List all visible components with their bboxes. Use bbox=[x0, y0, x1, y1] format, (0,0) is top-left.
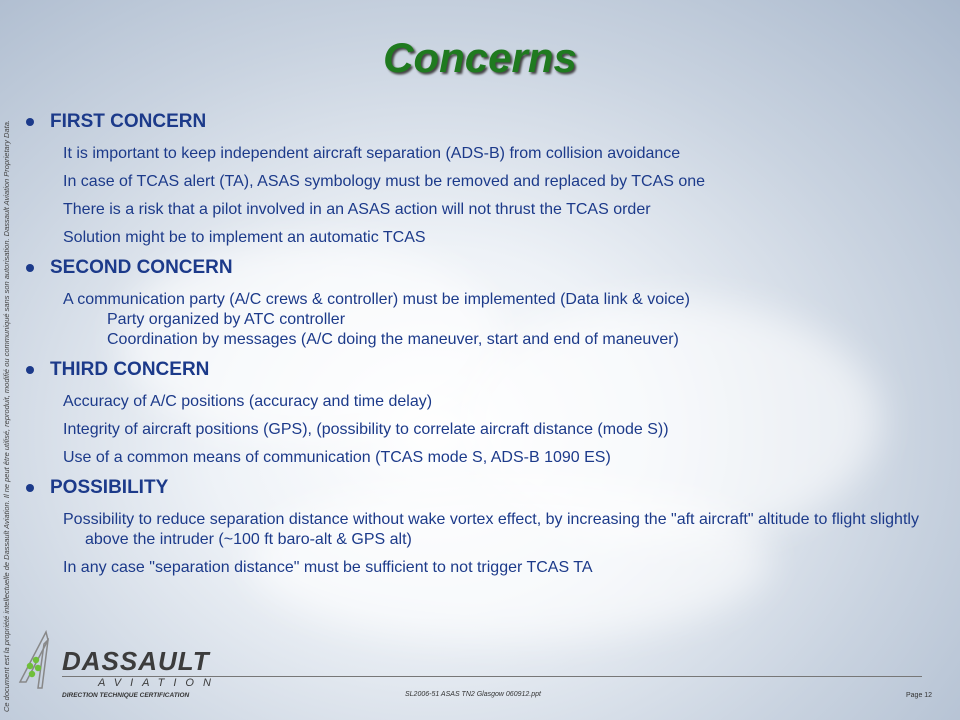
section-heading-text: POSSIBILITY bbox=[50, 477, 169, 498]
concern-section bbox=[26, 108, 946, 248]
footer-divider bbox=[62, 676, 922, 677]
concern-item bbox=[63, 420, 946, 440]
concern-item bbox=[63, 558, 946, 578]
concern-item bbox=[63, 200, 946, 220]
bullet-icon bbox=[26, 118, 34, 126]
concern-section bbox=[26, 356, 946, 468]
concern-item bbox=[63, 510, 946, 550]
section-heading bbox=[26, 108, 946, 136]
concern-subitem: Party organized by ATC controller bbox=[107, 311, 346, 328]
concern-item-text: Possibility to reduce separation distance without wake vortex effect, by increasing the "aft aircraft" altitude to flight slightly above the intruder (~100 ft baro-alt & GPS alt) bbox=[63, 511, 919, 548]
brand-subtitle: AVIATION bbox=[98, 677, 220, 689]
concern-item bbox=[63, 448, 946, 468]
concern-item-text: In any case "separation distance" must be sufficient to not trigger TCAS TA bbox=[63, 559, 593, 576]
page-number: Page 12 bbox=[906, 692, 933, 699]
bullet-icon bbox=[26, 264, 34, 272]
concern-item-text: There is a risk that a pilot involved in an ASAS action will not thrust the TCAS order bbox=[63, 201, 651, 218]
section-heading bbox=[26, 356, 946, 384]
section-heading-text: THIRD CONCERN bbox=[50, 359, 210, 380]
brand-name: DASSAULT bbox=[62, 646, 210, 676]
concern-item-text: Accuracy of A/C positions (accuracy and time delay) bbox=[63, 393, 433, 410]
section-heading-text: FIRST CONCERN bbox=[50, 111, 207, 132]
section-heading bbox=[26, 474, 946, 502]
concern-section bbox=[26, 474, 946, 578]
concern-item bbox=[63, 392, 946, 412]
file-name: SL2006-51 ASAS TN2 Glasgow 060912.ppt bbox=[405, 691, 541, 698]
concern-item-text: Solution might be to implement an automatic TCAS bbox=[63, 229, 426, 246]
section-heading-text: SECOND CONCERN bbox=[50, 257, 233, 278]
department-label: DIRECTION TECHNIQUE CERTIFICATION bbox=[62, 692, 190, 699]
section-heading bbox=[26, 254, 946, 282]
concern-item bbox=[63, 172, 946, 192]
concern-item-text: In case of TCAS alert (TA), ASAS symbology must be removed and replaced by TCAS one bbox=[63, 173, 706, 190]
bullet-icon bbox=[26, 366, 34, 374]
concern-item-text: Use of a common means of communication (TCAS mode S, ADS-B 1090 ES) bbox=[63, 449, 611, 466]
slide-content bbox=[26, 108, 946, 584]
bullet-icon bbox=[26, 484, 34, 492]
concern-item-text: Integrity of aircraft positions (GPS), (possibility to correlate aircraft distance (mode S)) bbox=[63, 421, 669, 438]
slide-title: Concerns bbox=[383, 34, 577, 81]
concern-item-text: It is important to keep independent aircraft separation (ADS-B) from collision avoidance bbox=[63, 145, 681, 162]
concern-item bbox=[63, 228, 946, 248]
proprietary-notice: Ce document est la propriété intellectuelle de Dassault Aviation. Il ne peut être utilisé, reproduit, modifié ou communiqué sans son autorisation. Dassault Aviation Proprietary Data. bbox=[2, 120, 11, 712]
concern-subitem: Coordination by messages (A/C doing the maneuver, start and end of maneuver) bbox=[107, 331, 679, 348]
concern-item-text: A communication party (A/C crews & controller) must be implemented (Data link & voice) bbox=[63, 291, 690, 308]
concern-item bbox=[63, 290, 946, 350]
dassault-logo-icon bbox=[16, 630, 60, 690]
concern-item bbox=[63, 144, 946, 164]
concern-section bbox=[26, 254, 946, 350]
